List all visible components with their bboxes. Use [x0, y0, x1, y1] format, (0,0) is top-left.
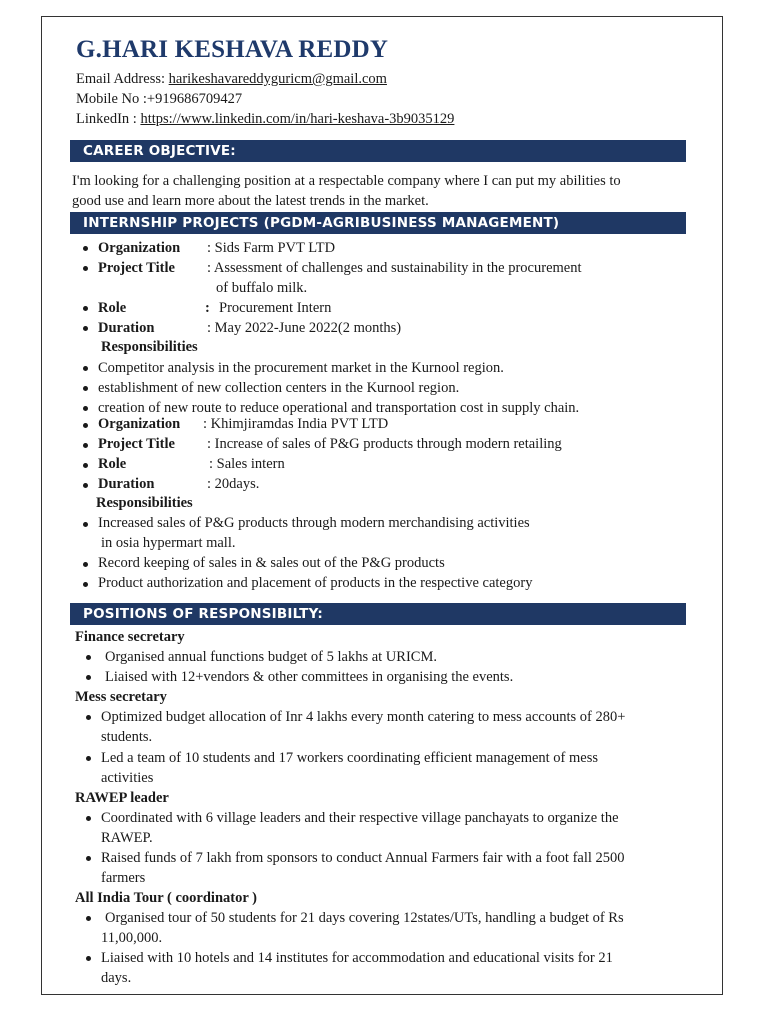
- tour-item: Liaised with 10 hotels and 14 institutes for accommodation and educational visits for 21: [101, 950, 613, 966]
- p2-org-label: Organization: [98, 416, 181, 432]
- rawep-item: Raised funds of 7 lakh from sponsors to conduct Annual Farmers fair with a foot fall 2500: [101, 850, 625, 866]
- bullet-icon: [86, 856, 91, 861]
- p1-title-label: Project Title: [98, 260, 175, 276]
- linkedin-line: [76, 109, 454, 129]
- rawep-item: Coordinated with 6 village leaders and their respective village panchayats to organize the: [101, 810, 619, 826]
- p2-resp-item: Increased sales of P&G products through modern merchandising activities: [98, 515, 530, 531]
- bullet-icon: [83, 463, 88, 468]
- email-label: Email Address:: [76, 71, 169, 87]
- mobile-line: Mobile No :+919686709427: [76, 91, 243, 107]
- bullet-icon: [83, 562, 88, 567]
- mess-item-cont: activities: [101, 770, 154, 786]
- bullet-icon: [83, 522, 88, 527]
- finance-item: Liaised with 12+vendors & other committees in organising the events.: [105, 669, 514, 685]
- p1-duration-label: Duration: [98, 320, 155, 336]
- bullet-icon: [83, 306, 88, 311]
- tour-item: Organised tour of 50 students for 21 days covering 12states/UTs, handling a budget of Rs: [105, 910, 624, 926]
- p2-responsibilities-heading: Responsibilities: [96, 495, 193, 511]
- linkedin-label: LinkedIn :: [76, 111, 141, 127]
- bullet-icon: [86, 675, 91, 680]
- bullet-icon: [83, 443, 88, 448]
- bullet-icon: [86, 816, 91, 821]
- candidate-name: G.HARI KESHAVA REDDY: [76, 36, 389, 63]
- p1-resp-item: Competitor analysis in the procurement market in the Kurnool region.: [98, 360, 504, 376]
- p2-org-value: : Khimjiramdas India PVT LTD: [203, 416, 389, 432]
- section-internship-projects: INTERNSHIP PROJECTS (PGDM-AGRIBUSINESS MANAGEMENT): [70, 212, 686, 234]
- p1-org-label: Organization: [98, 240, 181, 256]
- mess-item: Led a team of 10 students and 17 workers coordinating efficient management of mess: [101, 750, 599, 766]
- bullet-icon: [83, 266, 88, 271]
- bullet-icon: [83, 386, 88, 391]
- p1-duration-value: : May 2022-June 2022(2 months): [207, 320, 402, 336]
- bullet-icon: [86, 655, 91, 660]
- tour-item-cont: 11,00,000.: [101, 930, 163, 946]
- tour-item-cont: days.: [101, 970, 132, 986]
- p2-resp-item: Product authorization and placement of products in the respective category: [98, 575, 533, 591]
- career-objective-line1: I'm looking for a challenging position at a respectable company where I can put my abilities to: [72, 173, 621, 189]
- p2-resp-item: Record keeping of sales in & sales out of the P&G products: [98, 555, 445, 571]
- section-career-objective: CAREER OBJECTIVE:: [70, 140, 686, 162]
- p1-responsibilities-heading: Responsibilities: [101, 339, 198, 355]
- career-objective-line2: good use and learn more about the latest trends in the market.: [72, 193, 429, 209]
- p2-role-value: : Sales intern: [209, 456, 285, 472]
- bullet-icon: [86, 756, 91, 761]
- p2-role-label: Role: [98, 456, 127, 472]
- rawep-item-cont: RAWEP.: [101, 830, 153, 846]
- p1-org-value: : Sids Farm PVT LTD: [207, 240, 336, 256]
- p1-role-label: Role: [98, 300, 127, 316]
- bullet-icon: [83, 483, 88, 488]
- p1-resp-item: creation of new route to reduce operational and transportation cost in supply chain.: [98, 400, 580, 416]
- mess-item: Optimized budget allocation of Inr 4 lakhs every month catering to mess accounts of 280+: [101, 709, 626, 725]
- finance-item: Organised annual functions budget of 5 lakhs at URICM.: [105, 649, 437, 665]
- bullet-icon: [86, 916, 91, 921]
- bullet-icon: [86, 956, 91, 961]
- linkedin-link[interactable]: https://www.linkedin.com/in/hari-keshava-3b9035129: [140, 111, 455, 127]
- p1-resp-item: establishment of new collection centers in the Kurnool region.: [98, 380, 460, 396]
- p2-resp-item-cont: in osia hypermart mall.: [101, 535, 236, 551]
- p2-title-value: : Increase of sales of P&G products through modern retailing: [207, 436, 562, 452]
- finance-secretary-heading: Finance secretary: [75, 629, 185, 645]
- p1-title-value-cont: of buffalo milk.: [216, 280, 308, 296]
- bullet-icon: [83, 366, 88, 371]
- rawep-leader-heading: RAWEP leader: [75, 790, 169, 806]
- bullet-icon: [86, 715, 91, 720]
- p1-role-value: Procurement Intern: [219, 300, 332, 316]
- bullet-icon: [83, 423, 88, 428]
- all-india-tour-heading: All India Tour ( coordinator ): [75, 890, 257, 906]
- p1-title-value: : Assessment of challenges and sustainability in the procurement: [207, 260, 582, 276]
- section-positions: POSITIONS OF RESPONSIBILTY:: [70, 603, 686, 625]
- email-link[interactable]: harikeshavareddyguricm@gmail.com: [168, 71, 387, 87]
- email-line: [76, 69, 387, 89]
- bullet-icon: [83, 326, 88, 331]
- bullet-icon: [83, 582, 88, 587]
- p2-duration-value: : 20days.: [207, 476, 260, 492]
- bullet-icon: [83, 246, 88, 251]
- rawep-item-cont: farmers: [101, 870, 146, 886]
- p2-duration-label: Duration: [98, 476, 155, 492]
- mess-item-cont: students.: [101, 729, 153, 745]
- mess-secretary-heading: Mess secretary: [75, 689, 167, 705]
- p2-title-label: Project Title: [98, 436, 175, 452]
- p1-role-colon: :: [205, 300, 210, 316]
- bullet-icon: [83, 406, 88, 411]
